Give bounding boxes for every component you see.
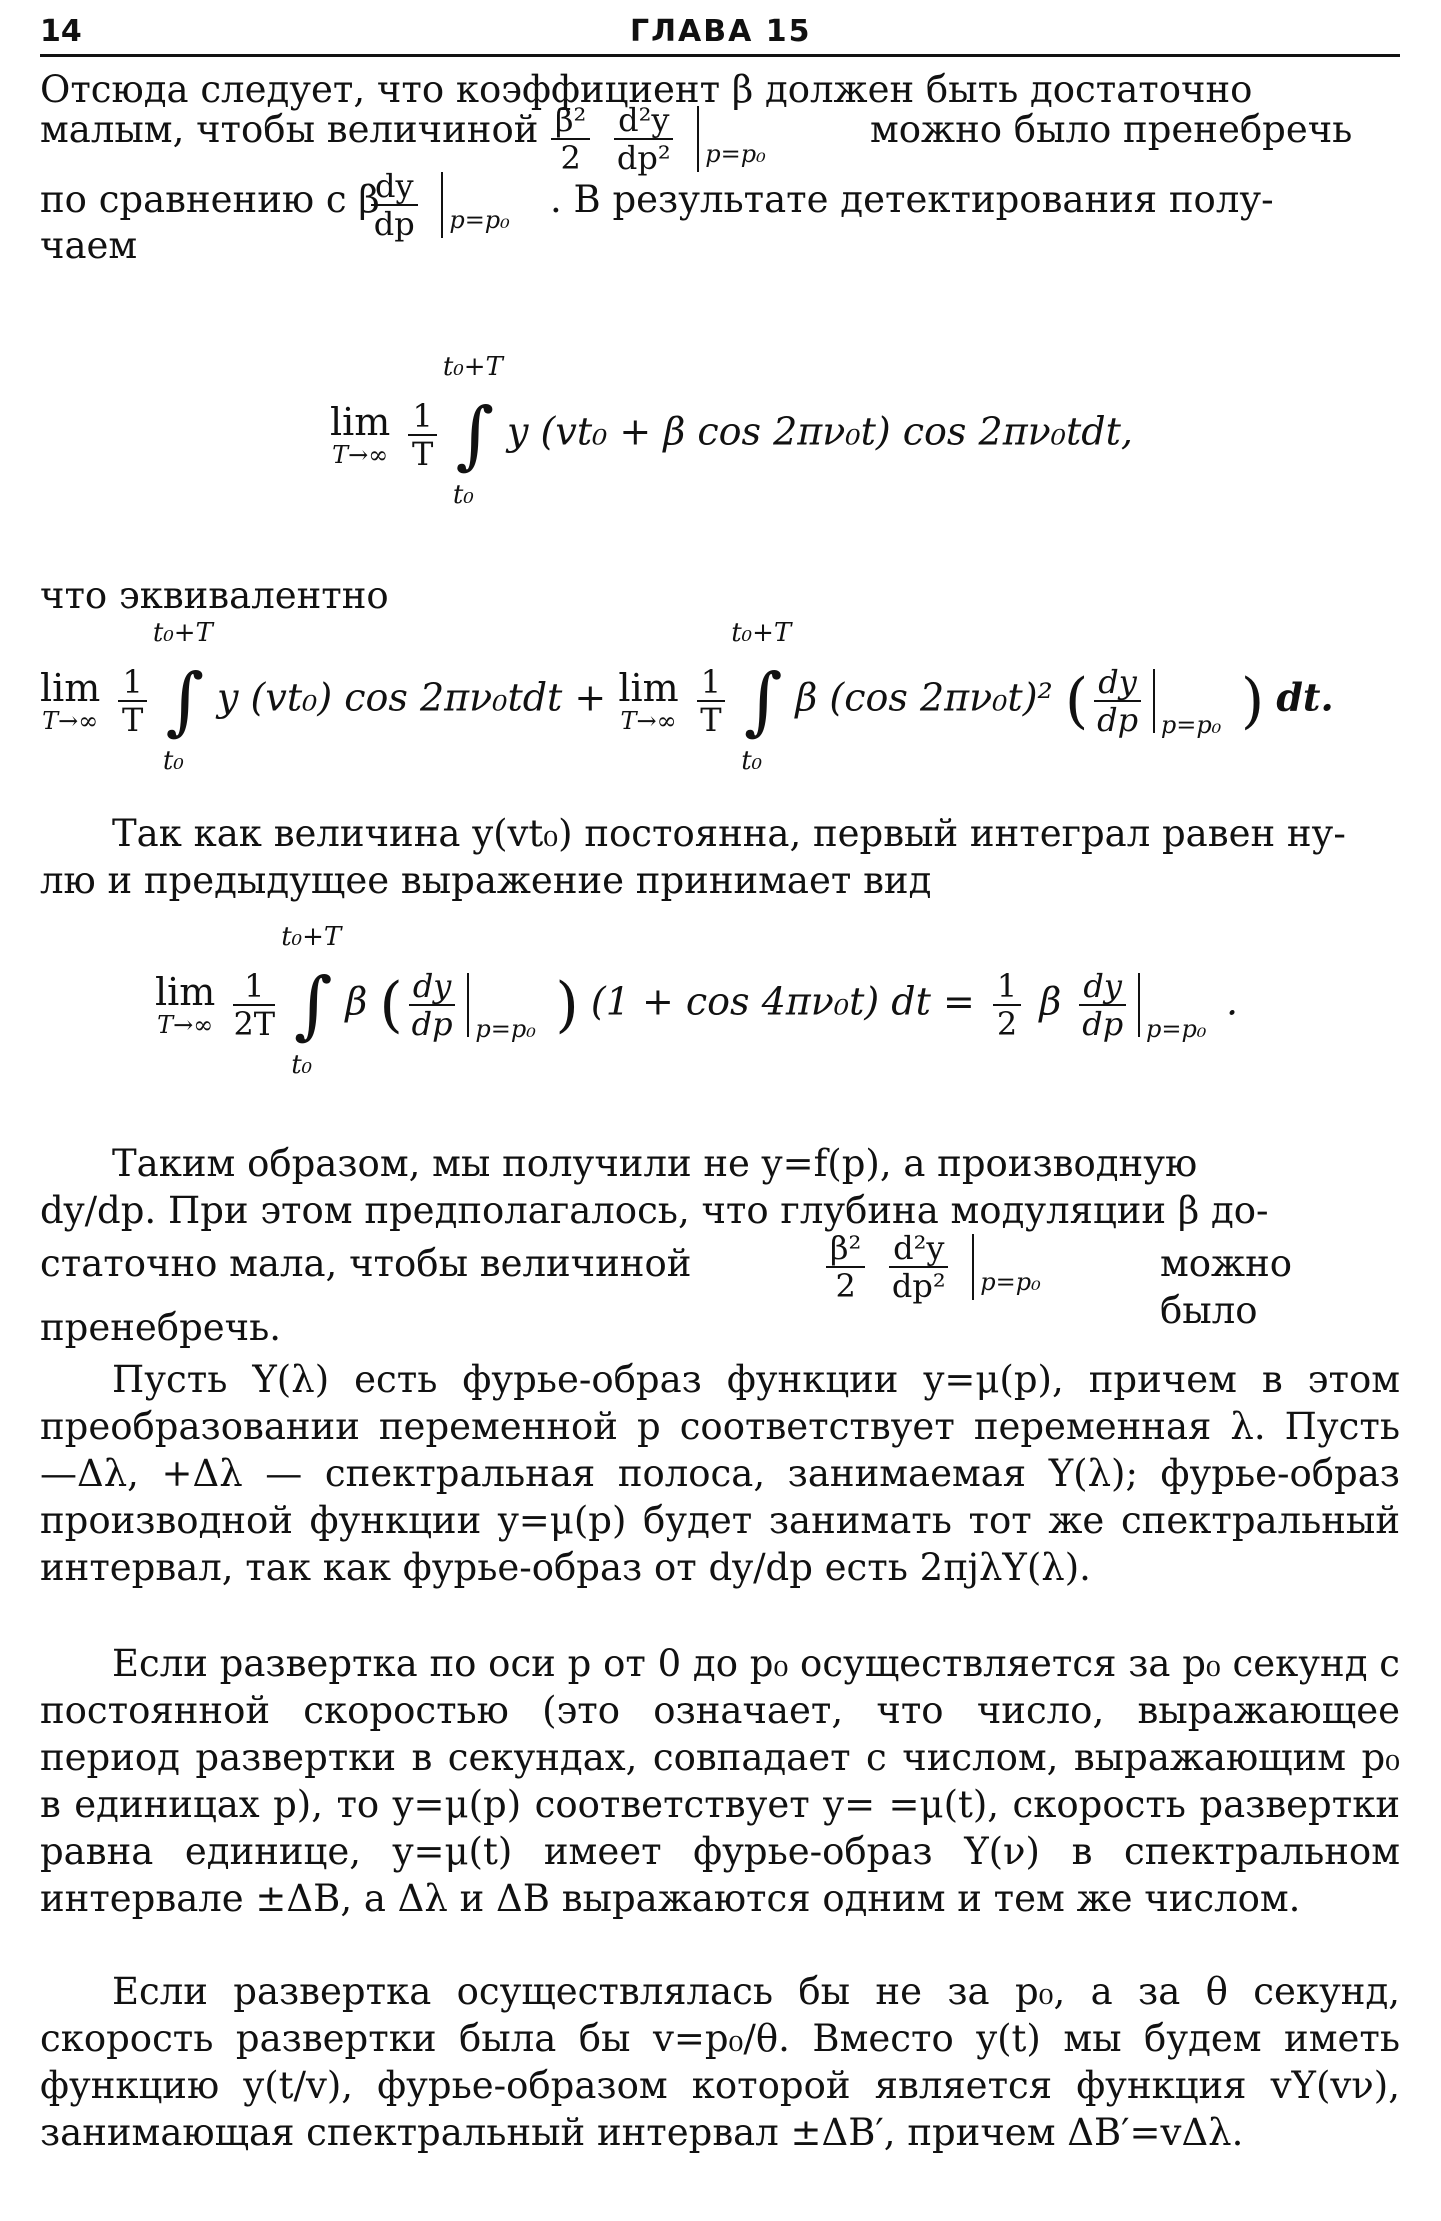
para2-line2: лю и предыдущее выражение принимает вид: [40, 859, 932, 902]
frac-num-2: 1: [697, 664, 725, 702]
eval-sub: p=p₀: [449, 206, 510, 234]
page-number: 14: [40, 14, 82, 49]
int-lower: t₀: [162, 746, 184, 776]
equation-2: lim T→∞ $\frac{1}{T}$ ∫ t₀+T t₀ y (vt₀) cos 2πν₀tdt + lim T→∞ $\frac{1}{T}$ ∫ t₀+T t₀ β (cos 2πν₀t)² ( $\frac{dy}{dp}$ p=p₀ ) dt.: [40, 618, 1334, 776]
lim-sub: T→∞: [157, 1011, 214, 1039]
dp2-2: dp²: [891, 1267, 946, 1305]
eval-sub: p=p₀: [1160, 711, 1222, 739]
beta-squared-2: β²: [826, 1230, 865, 1268]
frac-den: T: [121, 701, 144, 739]
d2y: d²y: [614, 102, 673, 140]
integral-sign: ∫ t₀+T t₀: [281, 922, 342, 1080]
para1-line4: чаем: [40, 224, 138, 267]
equation-1: [330, 352, 1133, 510]
para3-line3b: можно было: [1160, 1242, 1293, 1332]
int-upper-2: t₀+T: [731, 618, 792, 648]
book-page: [40, 0, 1400, 2221]
running-header: [40, 10, 1400, 57]
deriv-den-2: dp: [1082, 1005, 1124, 1043]
middle-expr: (1 + cos 4πν₀t) dt =: [590, 979, 987, 1024]
two-2: 2: [835, 1267, 856, 1305]
para3-line2: dy/dp. При этом предполагалось, что глубина модуляции β до-: [40, 1189, 1269, 1232]
para1-line3b: . В результате детектирования полу-: [550, 178, 1274, 221]
integrand: y (vt₀ + β cos 2πν₀t) cos 2πν₀tdt,: [506, 409, 1133, 454]
para3-line4: пренебречь.: [40, 1306, 282, 1349]
para1-line2a: малым, чтобы величиной: [40, 108, 539, 151]
lim: lim: [330, 400, 391, 444]
para1-line2: [40, 101, 1400, 177]
lim-sub: T→∞: [332, 441, 389, 469]
beta: β: [345, 979, 368, 1024]
int-upper: t₀+T: [281, 922, 342, 952]
eval-sub: p=p₀: [475, 1015, 536, 1043]
para1-line2b: можно было пренебречь: [870, 108, 1353, 151]
int-lower: t₀: [452, 480, 474, 510]
frac-den: T: [411, 435, 434, 473]
para2-line1: Так как величина y(vt₀) постоянна, первый интеграл равен ну-: [112, 812, 1346, 855]
beta-2: β: [1039, 979, 1062, 1024]
integrand-2: β (cos 2πν₀t)²: [795, 675, 1053, 720]
dt: dt.: [1276, 674, 1334, 720]
integral-sign: ∫ t₀+T t₀: [442, 352, 503, 510]
int-upper: t₀+T: [442, 352, 503, 382]
frac-num: 1: [118, 664, 146, 702]
text-equivalent: что эквивалентно: [40, 574, 389, 617]
para1-line3a: по сравнению с β: [40, 178, 380, 221]
lim-sub-2: T→∞: [620, 707, 677, 735]
dp2: dp²: [616, 139, 671, 177]
chapter-title: ГЛАВА 15: [630, 14, 812, 49]
lim: lim: [155, 970, 216, 1014]
deriv-num-2: dy: [1079, 968, 1126, 1006]
frac-num: 1: [408, 398, 436, 436]
two: 2: [560, 139, 581, 177]
beta-squared: β²: [551, 102, 590, 140]
para5: Если развертка по оси p от 0 до p₀ осуществляется за p₀ секунд с постоянной скоростью (это означает, что число, выражающее период развертки в секундах, совпадает с числом, выражающим p₀ в единицах p), то y=μ(p) соответствует y= =μ(t), скорость развертки равна единице, y=μ(t) имеет фурье-образ Y(ν) в спектральном интервале ±ΔB, а Δλ и ΔB выражаются одним и тем же числом.: [40, 1642, 1400, 1920]
para3-line1: Таким образом, мы получили не y=f(p), а производную: [112, 1142, 1198, 1185]
deriv-num: dy: [1094, 664, 1141, 702]
dy: dy: [371, 168, 418, 206]
integrand-1: y (vt₀) cos 2πν₀tdt +: [216, 675, 607, 720]
frac-den-2: T: [700, 701, 722, 739]
integral-sign: ∫ t₀+T t₀: [152, 618, 213, 776]
lim: lim: [40, 666, 101, 710]
int-upper: t₀+T: [152, 618, 213, 648]
para4: Пусть Y(λ) есть фурье-образ функции y=μ(p), причем в этом преобразовании переменной p соответствует переменная λ. Пусть —Δλ, +Δλ — спектральная полоса, занимаемая Y(λ); фурье-образ производной функции y=μ(p) будет занимать тот же спектральный интервал, так как фурье-образ от dy/dp есть 2πjλY(λ).: [40, 1358, 1400, 1589]
half-num: 1: [993, 968, 1021, 1006]
lim-sub: T→∞: [42, 707, 99, 735]
d2y-2: d²y: [889, 1230, 948, 1268]
deriv-den: dp: [411, 1005, 453, 1043]
eval-sub-3: p=p₀: [980, 1268, 1041, 1296]
para1-line1: Отсюда следует, что коэффициент β должен быть достаточно: [40, 68, 1253, 111]
dp: dp: [373, 205, 415, 243]
deriv-den: dp: [1097, 701, 1139, 739]
small-fraction-2: [820, 1230, 1054, 1304]
small-fraction-1: [545, 102, 779, 176]
half-den: 2: [996, 1005, 1018, 1043]
int-lower-2: t₀: [741, 746, 763, 776]
frac-num: 1: [233, 968, 275, 1006]
eval-sub-2: p=p₀: [1145, 1015, 1207, 1043]
lim-2: lim: [618, 666, 679, 710]
period: .: [1225, 979, 1239, 1024]
frac-den: 2T: [233, 1005, 276, 1043]
equation-3: lim T→∞ $\frac{1}{2T}$ ∫ t₀+T t₀ β ( $\frac{dy}{dp}$ p=p₀ ) (1 + cos 4πν₀t) dt = $\frac{1}{2}$ β $\frac{dy}{dp}$ p=p₀ .: [155, 922, 1239, 1080]
integral-sign-2: ∫ t₀+T t₀: [731, 618, 792, 776]
para6: Если развертка осуществлялась бы не за p₀, а за θ секунд, скорость развертки была бы v=p₀/θ. Вместо y(t) мы будем иметь функцию y(t/v), фурье-образом которой является функция vY(vν), занимающая спектральный интервал ±ΔB′, причем ΔB′=vΔλ.: [40, 1970, 1400, 2154]
eval-sub: p=p₀: [705, 140, 766, 168]
deriv-num: dy: [409, 968, 456, 1006]
int-lower: t₀: [291, 1050, 313, 1080]
para3-line3a: статочно мала, чтобы величиной: [40, 1242, 692, 1285]
